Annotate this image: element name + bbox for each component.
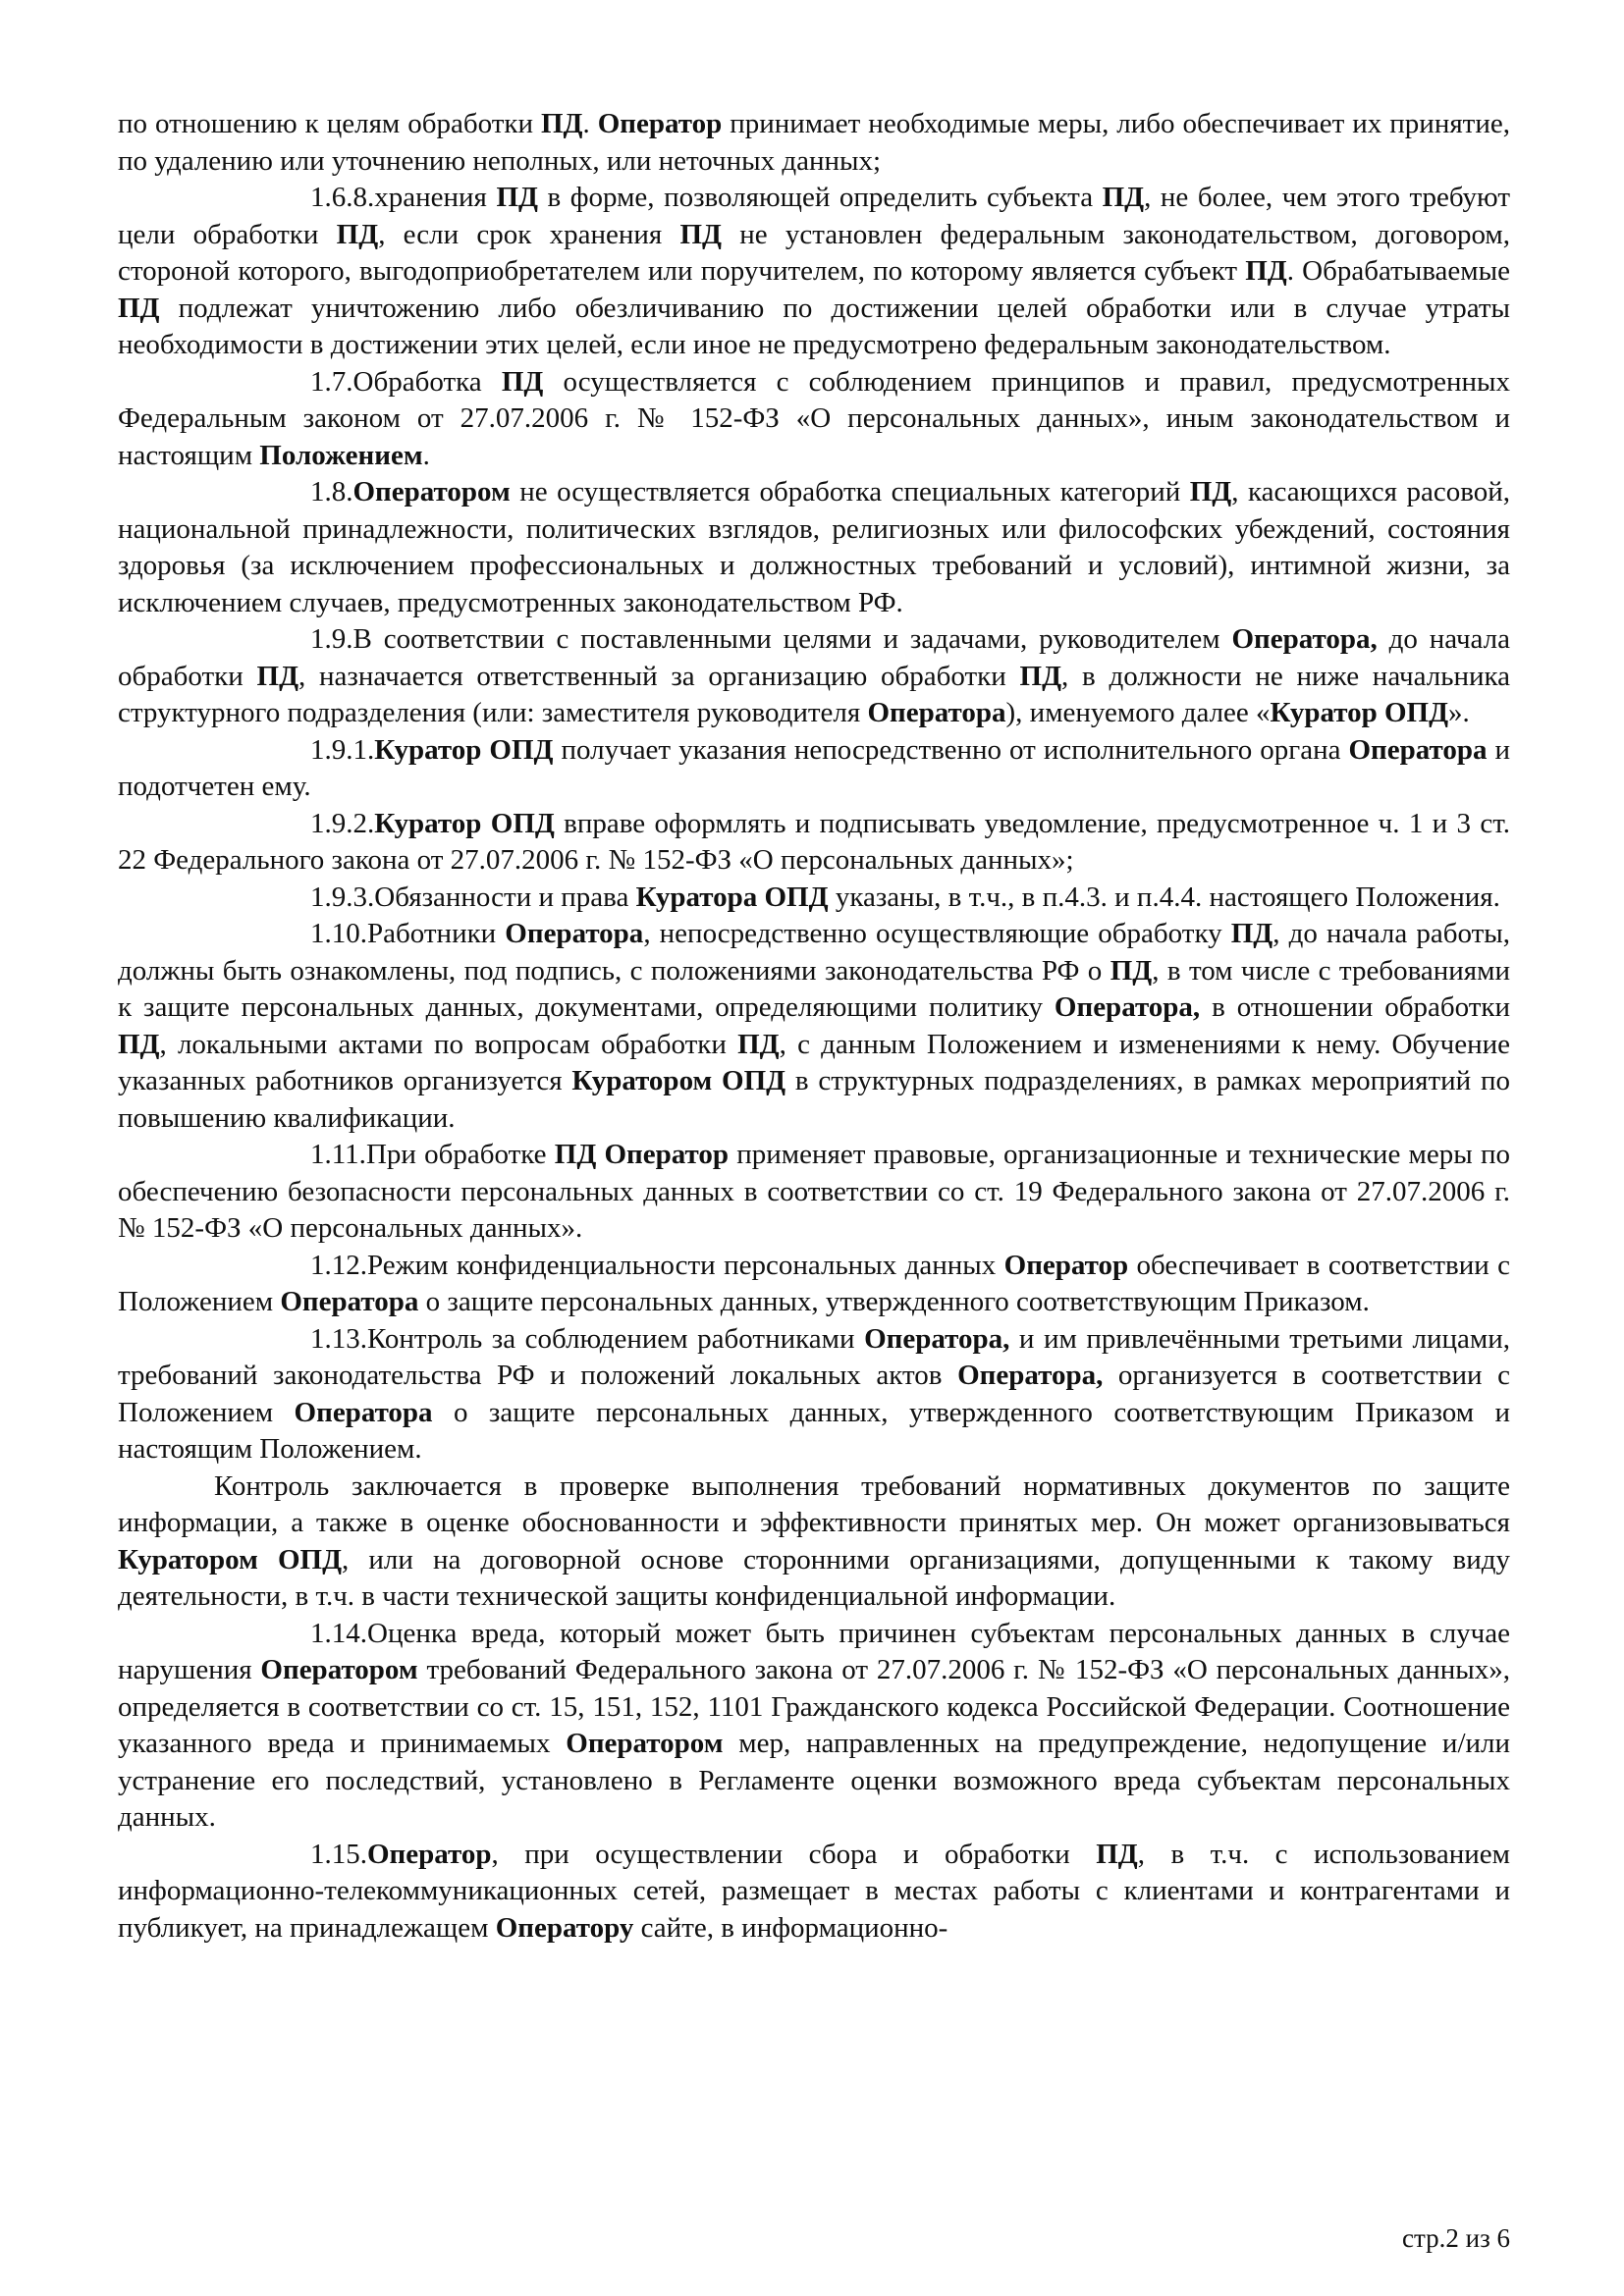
paragraph-1-9-1 bbox=[118, 732, 1510, 806]
paragraph-text-0 bbox=[118, 106, 1510, 180]
bold-term: Оператором bbox=[566, 1728, 724, 1759]
paragraph-1-6-8 bbox=[118, 180, 1510, 364]
clause-number: 1.15. bbox=[310, 1838, 367, 1870]
clause-number: 1.13. bbox=[310, 1322, 367, 1355]
text-run: , или на договорной основе сторонними организациями, допущенными к такому виду деятельности, в т.ч. в части технической защиты конфиденциальной информации. bbox=[118, 1543, 1510, 1612]
text-run: ), именуемого далее « bbox=[1005, 697, 1271, 728]
bold-term: Оператору bbox=[495, 1911, 634, 1944]
text-run: , с данным Положением и изменениями к нему. Обучение указанных работников организуется bbox=[118, 1028, 1511, 1096]
text-run: о защите персональных данных, утвержденного соответствующим Приказом. bbox=[418, 1286, 1370, 1317]
text-run: , локальными актами по вопросам обработки bbox=[159, 1028, 738, 1060]
text-run: подлежат уничтожению либо обезличиванию по достижении целей обработки или в случае утраты необходимости в достижении этих целей, если иное не предусмотрено федеральным законодательством. bbox=[118, 292, 1510, 360]
text-run: до начала обработки bbox=[118, 623, 1510, 692]
bold-term: Оператор bbox=[1003, 1249, 1129, 1281]
bold-term: ПД bbox=[118, 1028, 160, 1060]
text-run: Контроль заключается в проверке выполнения требований нормативных документов по защите информации, а также в оценке обоснованности и эффективности принятых мер. Он может организовываться bbox=[118, 1469, 1510, 1538]
text-run: о защите персональных данных, утвержденного соответствующим Приказом и настоящим Положением. bbox=[118, 1396, 1510, 1465]
paragraph-1-10 bbox=[118, 916, 1510, 1137]
bold-term: Оператора, bbox=[1054, 991, 1201, 1023]
paragraph-1-7 bbox=[118, 364, 1510, 475]
bold-term: ПД bbox=[1019, 660, 1062, 692]
text-run: При обработке bbox=[365, 1139, 555, 1170]
paragraph-1-15 bbox=[118, 1837, 1510, 1948]
text-run: . bbox=[582, 108, 598, 139]
bold-term: ПД bbox=[1189, 476, 1232, 507]
bold-term: ПД bbox=[336, 218, 379, 250]
text-run: и подотчетен ему. bbox=[118, 733, 1510, 802]
text-run: , не более, чем этого требуют цели обработки bbox=[118, 182, 1511, 250]
paragraph-1-14 bbox=[118, 1616, 1510, 1837]
bold-term: Куратор ОПД bbox=[1270, 697, 1449, 728]
paragraph-1-13 bbox=[118, 1321, 1510, 1468]
bold-term: ПД bbox=[496, 182, 538, 213]
text-run: , если срок хранения bbox=[378, 218, 680, 250]
text-run: хранения bbox=[374, 182, 497, 213]
text-run: Режим конфиденциальности персональных данных bbox=[367, 1249, 1004, 1281]
bold-term: Оператора bbox=[294, 1396, 433, 1428]
paragraph-1-9 bbox=[118, 621, 1510, 732]
text-run: Оценка вреда, который может быть причинен субъектам персональных данных в случае нарушения bbox=[118, 1617, 1510, 1685]
bold-term: Оператор bbox=[367, 1838, 492, 1870]
paragraph-1-9-3 bbox=[118, 880, 1510, 917]
bold-term: Куратор ОПД bbox=[374, 807, 555, 839]
paragraph-1-11 bbox=[118, 1137, 1510, 1248]
paragraph-1-12 bbox=[118, 1248, 1510, 1321]
document-page bbox=[118, 106, 1510, 1947]
text-run: требований Федерального закона от 27.07.2006 г. № 152-ФЗ «О персональных данных», определяется в соответствии со ст. 15, 151, 152, 1101 Гражданского кодекса Российской Федерации. Соотношение указанного вреда и принимаемых bbox=[118, 1654, 1510, 1759]
text-run: в структурных подразделениях, в рамках мероприятий по повышению квалификации. bbox=[118, 1065, 1510, 1134]
clause-number: 1.10. bbox=[310, 918, 367, 949]
paragraph-text-12 bbox=[118, 1468, 1510, 1616]
text-run: ». bbox=[1448, 697, 1470, 728]
text-run: по отношению к целям обработки bbox=[118, 108, 541, 139]
bold-term: ПД bbox=[540, 108, 583, 139]
bold-term: Оператора bbox=[1348, 733, 1488, 766]
text-run: . bbox=[422, 439, 430, 471]
clause-number: 1.7. bbox=[310, 365, 353, 398]
paragraph-1-8 bbox=[118, 474, 1510, 621]
text-run: Работники bbox=[367, 918, 506, 949]
bold-term: Оператором bbox=[352, 476, 511, 507]
text-run: Обработка bbox=[352, 365, 502, 398]
text-run: , касающихся расовой, национальной принадлежности, политических взглядов, религиозных или философских убеждений, состояния здоровья (за исключением профессиональных и должностных требований и условий), интимной жизни, за исключением случаев, предусмотренных законодательством РФ. bbox=[118, 476, 1510, 618]
text-run: , в том числе с требованиями к защите персональных данных, документами, определяющими политику bbox=[118, 954, 1511, 1023]
bold-term: ПД bbox=[1110, 954, 1153, 987]
bold-term: Куратором ОПД bbox=[571, 1065, 786, 1096]
text-run: , в должности не ниже начальника структурного подразделения (или: заместителя руководителя bbox=[118, 660, 1511, 728]
text-run: . Обрабатываемые bbox=[1286, 255, 1511, 287]
paragraph-1-9-2 bbox=[118, 806, 1510, 880]
text-run: в отношении обработки bbox=[1200, 991, 1510, 1023]
bold-term: ПД bbox=[1245, 255, 1287, 287]
text-run: получает указания непосредственно от исполнительного органа bbox=[553, 733, 1349, 766]
bold-term: Оператора bbox=[505, 918, 644, 949]
bold-term: ПД bbox=[737, 1028, 780, 1060]
text-run: Обязанности и права bbox=[374, 881, 636, 913]
text-run: мер, направленных на предупреждение, недопущение и/или устранение его последствий, установлено в Регламенте оценки возможного вреда субъектам персональных данных. bbox=[118, 1728, 1511, 1833]
text-run: организуется в соответствии с Положением bbox=[118, 1360, 1510, 1428]
text-run: и им привлечёнными третьими лицами, требований законодательства РФ и положений локальных актов bbox=[118, 1322, 1510, 1391]
clause-number: 1.9.2. bbox=[310, 807, 375, 839]
text-run: в форме, позволяющей определить субъекта bbox=[537, 182, 1103, 213]
text-run: принимает необходимые меры, либо обеспечивает их принятие, по удалению или уточнению неполных, или неточных данных; bbox=[118, 108, 1510, 177]
text-run: не установлен федеральным законодательством, договором, стороной которого, выгодоприобретателем или поручителем, по которому является субъект bbox=[118, 218, 1511, 287]
text-run: не осуществляется обработка специальных категорий bbox=[510, 476, 1190, 507]
text-run: указаны, в т.ч., в п.4.3. и п.4.4. настоящего Положения. bbox=[828, 881, 1500, 913]
bold-term: Оператора, bbox=[957, 1360, 1104, 1391]
text-run: , непосредственно осуществляющие обработку bbox=[643, 918, 1231, 949]
bold-term: Оператора, bbox=[1231, 623, 1378, 655]
bold-term: Куратора ОПД bbox=[635, 881, 829, 913]
text-run: сайте, в информационно- bbox=[633, 1911, 948, 1944]
bold-term: ПД bbox=[1102, 182, 1145, 213]
bold-term: Оператора bbox=[867, 697, 1006, 728]
page-number: стр.2 из 6 bbox=[1402, 2223, 1510, 2253]
clause-number: 1.6.8. bbox=[310, 182, 375, 213]
bold-term: ПД bbox=[118, 292, 160, 324]
bold-term: ПД bbox=[1230, 918, 1273, 949]
bold-term: Положением bbox=[259, 439, 423, 471]
text-run: осуществляется с соблюдением принципов и правил, предусмотренных Федеральным законом от 27.07.2006 г. № 152-ФЗ «О персональных данных», иным законодательством и настоящим bbox=[118, 365, 1511, 471]
bold-term: Оператором bbox=[260, 1654, 418, 1685]
text-run: Контроль за соблюдением работниками bbox=[367, 1322, 865, 1355]
clause-number: 1.9.1. bbox=[310, 733, 375, 766]
clause-number: 1.11. bbox=[310, 1139, 366, 1170]
text-run: обеспечивает в соответствии с Положением bbox=[118, 1249, 1511, 1317]
bold-term: ПД bbox=[679, 218, 723, 250]
clause-number: 1.14. bbox=[310, 1617, 367, 1649]
clause-number: 1.9.3. bbox=[310, 881, 375, 913]
text-run: , до начала работы, должны быть ознакомлены, под подпись, с положениями законодательства РФ о bbox=[118, 918, 1510, 987]
text-run: , назначается ответственный за организацию обработки bbox=[298, 660, 1020, 692]
text-run: применяет правовые, организационные и технические меры по обеспечению безопасности персональных данных в соответствии со ст. 19 Федерального закона от 27.07.2006 г. № 152-ФЗ «О персональных данных». bbox=[118, 1139, 1510, 1244]
clause-number: 1.12. bbox=[310, 1249, 367, 1281]
clause-number: 1.8. bbox=[310, 476, 353, 507]
bold-term: Оператор bbox=[597, 108, 723, 139]
text-run: В соответствии с поставленными целями и задачами, руководителем bbox=[352, 623, 1232, 655]
text-run: вправе оформлять и подписывать уведомление, предусмотренное ч. 1 и 3 ст. 22 Федерального закона от 27.07.2006 г. № 152-ФЗ «О персональных данных»; bbox=[118, 807, 1510, 876]
bold-term: Оператора, bbox=[864, 1322, 1010, 1355]
clause-number: 1.9. bbox=[310, 623, 353, 655]
text-run: , при осуществлении сбора и обработки bbox=[491, 1838, 1097, 1870]
bold-term: Куратором ОПД bbox=[118, 1543, 343, 1575]
bold-term: ПД bbox=[501, 365, 544, 398]
text-run: , в т.ч. с использованием информационно-телекоммуникационных сетей, размещает в местах работы с клиентами и контрагентами и публикует, на принадлежащем bbox=[118, 1838, 1510, 1944]
bold-term: ПД bbox=[1096, 1838, 1138, 1870]
bold-term: ПД Оператор bbox=[554, 1139, 730, 1170]
bold-term: Куратор ОПД bbox=[374, 733, 554, 766]
bold-term: Оператора bbox=[280, 1286, 419, 1317]
bold-term: ПД bbox=[256, 660, 299, 692]
